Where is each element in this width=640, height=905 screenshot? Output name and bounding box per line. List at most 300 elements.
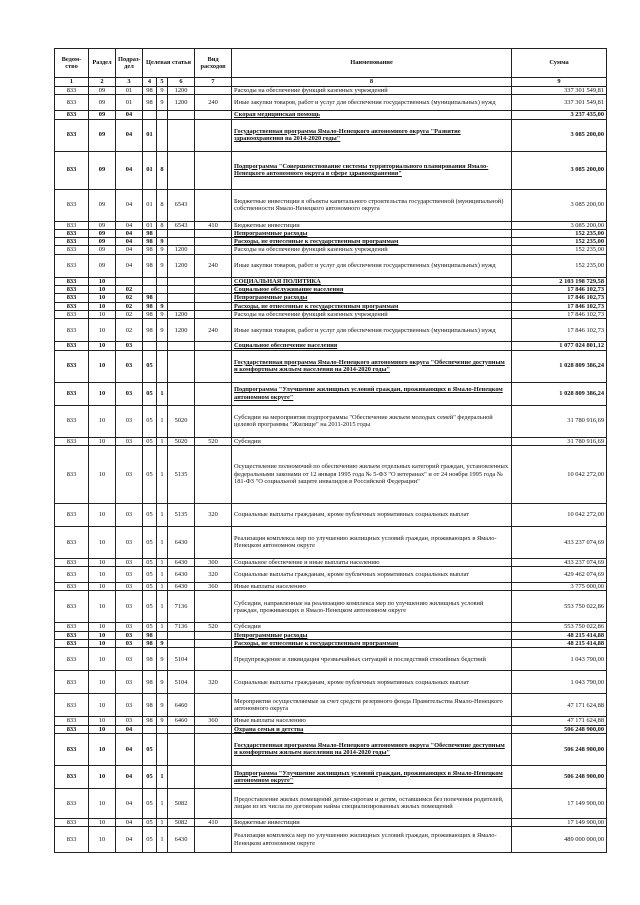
cell-vedomstvo: 833 (55, 567, 89, 583)
cell-podrazdel: 02 (116, 319, 143, 342)
cell-tselevaya-3: 7136 (168, 591, 195, 623)
cell-vid-raskhodov (195, 733, 232, 765)
cell-tselevaya-2 (157, 111, 168, 119)
cell-tselevaya-2: 9 (157, 238, 168, 246)
table-row (55, 189, 607, 221)
cell-tselevaya-2: 1 (157, 405, 168, 437)
cell-razdel: 10 (89, 286, 116, 294)
cell-razdel: 10 (89, 671, 116, 694)
cell-tselevaya-3 (168, 286, 195, 294)
cell-razdel: 09 (89, 87, 116, 95)
cell-vedomstvo: 833 (55, 229, 89, 237)
cell-summa: 17 149 900,00 (512, 788, 607, 818)
cell-summa: 1 043 790,00 (512, 648, 607, 671)
table-row (55, 319, 607, 342)
table-row (55, 788, 607, 818)
cell-tselevaya-2: 1 (157, 765, 168, 788)
table-row (55, 151, 607, 189)
cell-vid-raskhodov (195, 294, 232, 302)
cell-vedomstvo: 833 (55, 631, 89, 639)
cell-vedomstvo: 833 (55, 445, 89, 503)
cell-summa: 553 750 022,86 (512, 591, 607, 623)
cell-naimenovanie: Государственная программа Ямало-Ненецкого автономного округа "Обеспечение доступным и комфортным жильем населения на 2014-2020 годы" (232, 350, 512, 382)
cell-tselevaya-1: 98 (143, 319, 157, 342)
cell-vedomstvo: 833 (55, 277, 89, 285)
cell-naimenovanie: Непрограммные расходы (232, 294, 512, 302)
cell-summa: 2 103 198 729,58 (512, 277, 607, 285)
cell-razdel: 10 (89, 694, 116, 717)
table-row (55, 246, 607, 254)
cell-vedomstvo: 833 (55, 238, 89, 246)
table-row (55, 827, 607, 853)
cell-vedomstvo: 833 (55, 437, 89, 445)
cell-vid-raskhodov (195, 350, 232, 382)
cell-naimenovanie: Подпрограмма "Улучшение жилищных условий граждан, проживающих в Ямало-Ненецком автономном округе" (232, 382, 512, 405)
cell-naimenovanie: Расходы на обеспечение функций казенных учреждений (232, 310, 512, 318)
cell-podrazdel: 03 (116, 694, 143, 717)
cell-tselevaya-3 (168, 151, 195, 189)
cell-naimenovanie: Субсидии (232, 437, 512, 445)
cell-tselevaya-3 (168, 229, 195, 237)
cell-vedomstvo: 833 (55, 246, 89, 254)
cell-vid-raskhodov: 520 (195, 437, 232, 445)
cell-vid-raskhodov (195, 788, 232, 818)
cell-naimenovanie: Социальные выплаты гражданам, кроме публичных нормативных социальных выплат (232, 503, 512, 526)
cell-vid-raskhodov: 360 (195, 583, 232, 591)
cell-summa: 3 775 000,00 (512, 583, 607, 591)
table-row (55, 583, 607, 591)
cell-vedomstvo: 833 (55, 286, 89, 294)
cell-podrazdel: 04 (116, 111, 143, 119)
cell-naimenovanie: Иные закупки товаров, работ и услуг для обеспечения государственных (муниципальных) нужд (232, 319, 512, 342)
cell-podrazdel: 03 (116, 382, 143, 405)
cell-podrazdel: 03 (116, 342, 143, 350)
cell-tselevaya-2: 1 (157, 437, 168, 445)
cell-naimenovanie: Расходы, не отнесенные к государственным программам (232, 302, 512, 310)
table-row (55, 733, 607, 765)
cell-razdel: 10 (89, 445, 116, 503)
cell-tselevaya-3: 1200 (168, 246, 195, 254)
cell-tselevaya-2: 9 (157, 648, 168, 671)
cell-vid-raskhodov: 410 (195, 818, 232, 826)
cell-naimenovanie: Мероприятия осуществляемые за счет средств резервного фонда Правительства Ямало-Ненецкого автономного округа (232, 694, 512, 717)
table-row (55, 437, 607, 445)
cell-summa: 3 085 200,00 (512, 119, 607, 151)
cell-vedomstvo: 833 (55, 788, 89, 818)
cell-tselevaya-1: 05 (143, 503, 157, 526)
cell-vedomstvo: 833 (55, 221, 89, 229)
cell-naimenovanie: Бюджетные инвестиции (232, 818, 512, 826)
cell-tselevaya-3: 5020 (168, 405, 195, 437)
column-number: 8 (232, 78, 512, 87)
cell-razdel: 10 (89, 310, 116, 318)
cell-podrazdel: 03 (116, 623, 143, 631)
cell-tselevaya-1 (143, 277, 157, 285)
header-naimenovanie: Наименование (232, 49, 512, 78)
cell-tselevaya-2: 9 (157, 671, 168, 694)
cell-tselevaya-2: 9 (157, 87, 168, 95)
cell-podrazdel: 03 (116, 526, 143, 558)
cell-tselevaya-1 (143, 342, 157, 350)
cell-tselevaya-3: 5082 (168, 788, 195, 818)
cell-tselevaya-2: 9 (157, 246, 168, 254)
cell-tselevaya-2: 1 (157, 827, 168, 853)
cell-tselevaya-2: 1 (157, 503, 168, 526)
table-row (55, 119, 607, 151)
cell-summa: 152 235,00 (512, 246, 607, 254)
cell-podrazdel: 03 (116, 591, 143, 623)
cell-razdel: 10 (89, 623, 116, 631)
table-row (55, 717, 607, 725)
cell-summa: 337 301 549,81 (512, 87, 607, 95)
cell-vid-raskhodov (195, 151, 232, 189)
cell-vid-raskhodov: 300 (195, 558, 232, 566)
cell-razdel: 10 (89, 302, 116, 310)
cell-tselevaya-2 (157, 119, 168, 151)
cell-tselevaya-3 (168, 733, 195, 765)
cell-tselevaya-2: 8 (157, 151, 168, 189)
cell-tselevaya-1: 05 (143, 558, 157, 566)
cell-tselevaya-1: 98 (143, 294, 157, 302)
cell-tselevaya-1: 98 (143, 717, 157, 725)
cell-tselevaya-3: 6430 (168, 558, 195, 566)
cell-tselevaya-1 (143, 111, 157, 119)
cell-naimenovanie: Социальное обслуживание населения (232, 286, 512, 294)
cell-naimenovanie: Субсидии, направленные на реализацию комплекса мер по улучшению жилищных условий граждан, проживающих в Ямало-Ненецком автономном округе (232, 591, 512, 623)
cell-tselevaya-3 (168, 765, 195, 788)
cell-tselevaya-3: 6460 (168, 717, 195, 725)
cell-tselevaya-1: 05 (143, 765, 157, 788)
cell-summa: 17 846 102,73 (512, 319, 607, 342)
table-row (55, 302, 607, 310)
cell-tselevaya-3 (168, 350, 195, 382)
cell-tselevaya-2 (157, 733, 168, 765)
table-row (55, 254, 607, 277)
cell-vedomstvo: 833 (55, 648, 89, 671)
cell-tselevaya-3 (168, 631, 195, 639)
cell-tselevaya-2: 9 (157, 694, 168, 717)
cell-podrazdel: 02 (116, 310, 143, 318)
table-row (55, 229, 607, 237)
cell-summa: 553 750 022,86 (512, 623, 607, 631)
cell-vid-raskhodov (195, 246, 232, 254)
cell-vedomstvo: 833 (55, 765, 89, 788)
cell-vid-raskhodov (195, 286, 232, 294)
cell-tselevaya-3: 1200 (168, 319, 195, 342)
cell-razdel: 10 (89, 640, 116, 648)
cell-vid-raskhodov (195, 405, 232, 437)
cell-summa: 506 248 900,00 (512, 765, 607, 788)
cell-vedomstvo: 833 (55, 87, 89, 95)
cell-tselevaya-2 (157, 229, 168, 237)
cell-vedomstvo: 833 (55, 526, 89, 558)
cell-tselevaya-3: 1200 (168, 95, 195, 111)
cell-tselevaya-2 (157, 631, 168, 639)
cell-vid-raskhodov: 320 (195, 567, 232, 583)
cell-tselevaya-3: 6430 (168, 567, 195, 583)
cell-vedomstvo: 833 (55, 623, 89, 631)
table-row (55, 558, 607, 566)
cell-vid-raskhodov: 320 (195, 671, 232, 694)
cell-summa: 3 085 200,00 (512, 151, 607, 189)
cell-naimenovanie: Скорая медицинская помощь (232, 111, 512, 119)
cell-podrazdel: 04 (116, 119, 143, 151)
table-row (55, 694, 607, 717)
cell-tselevaya-2: 9 (157, 310, 168, 318)
cell-naimenovanie: Иные выплаты населению (232, 583, 512, 591)
cell-tselevaya-3: 6543 (168, 221, 195, 229)
cell-naimenovanie: Предупреждение и ликвидация чрезвычайных ситуаций и последствий стихийных бедствий (232, 648, 512, 671)
cell-vedomstvo: 833 (55, 583, 89, 591)
cell-vid-raskhodov: 240 (195, 319, 232, 342)
cell-tselevaya-2: 1 (157, 591, 168, 623)
cell-podrazdel: 04 (116, 788, 143, 818)
table-row (55, 591, 607, 623)
cell-tselevaya-3 (168, 111, 195, 119)
cell-vid-raskhodov: 320 (195, 503, 232, 526)
header-vid-raskhodov: Вид расходов (195, 49, 232, 78)
cell-naimenovanie: Предоставление жилых помещений детям-сиротам и детям, оставшимся без попечения родителей, лицам из их числа по договорам найма специализированных жилых помещений (232, 788, 512, 818)
cell-vid-raskhodov (195, 382, 232, 405)
table-row (55, 640, 607, 648)
cell-summa: 429 462 074,69 (512, 567, 607, 583)
cell-razdel: 10 (89, 342, 116, 350)
cell-vedomstvo: 833 (55, 151, 89, 189)
cell-naimenovanie: Бюджетные инвестиции в объекты капитального строительства государственной (муниципальной) собственности Ямало-Ненецкого автономного округа (232, 189, 512, 221)
table-row (55, 382, 607, 405)
cell-tselevaya-2: 8 (157, 189, 168, 221)
cell-summa: 48 215 414,88 (512, 640, 607, 648)
cell-tselevaya-1: 05 (143, 405, 157, 437)
cell-tselevaya-3 (168, 302, 195, 310)
table-row (55, 648, 607, 671)
cell-naimenovanie: Расходы, не отнесенные к государственным программам (232, 238, 512, 246)
cell-tselevaya-2: 9 (157, 640, 168, 648)
cell-vedomstvo: 833 (55, 717, 89, 725)
cell-tselevaya-1: 98 (143, 648, 157, 671)
cell-tselevaya-1: 05 (143, 788, 157, 818)
cell-vid-raskhodov (195, 302, 232, 310)
cell-podrazdel: 01 (116, 95, 143, 111)
cell-vedomstvo: 833 (55, 818, 89, 826)
cell-tselevaya-2 (157, 294, 168, 302)
cell-vedomstvo: 833 (55, 350, 89, 382)
cell-tselevaya-3: 5082 (168, 818, 195, 826)
table-row (55, 294, 607, 302)
cell-razdel: 10 (89, 558, 116, 566)
cell-tselevaya-3: 5104 (168, 671, 195, 694)
cell-summa: 3 085 200,00 (512, 221, 607, 229)
cell-razdel: 09 (89, 254, 116, 277)
cell-razdel: 10 (89, 818, 116, 826)
cell-razdel: 10 (89, 350, 116, 382)
cell-vedomstvo: 833 (55, 733, 89, 765)
cell-naimenovanie: Подпрограмма "Совершенствование системы территориального планирования Ямало-Ненецкого автономного округа в сфере здравоохранения" (232, 151, 512, 189)
cell-tselevaya-1: 05 (143, 437, 157, 445)
cell-summa: 433 237 074,69 (512, 526, 607, 558)
cell-vid-raskhodov (195, 87, 232, 95)
cell-podrazdel: 04 (116, 254, 143, 277)
cell-razdel: 09 (89, 119, 116, 151)
cell-tselevaya-2: 8 (157, 221, 168, 229)
cell-razdel: 10 (89, 382, 116, 405)
cell-razdel: 09 (89, 151, 116, 189)
cell-tselevaya-3: 5135 (168, 445, 195, 503)
cell-naimenovanie: Подпрограмма "Улучшение жилищных условий граждан, проживающих в Ямало-Ненецком автономном округе" (232, 765, 512, 788)
cell-podrazdel: 03 (116, 631, 143, 639)
cell-razdel: 09 (89, 95, 116, 111)
cell-tselevaya-1: 01 (143, 189, 157, 221)
cell-naimenovanie: Расходы на обеспечение функций казенных учреждений (232, 87, 512, 95)
table-row (55, 277, 607, 285)
cell-podrazdel: 04 (116, 818, 143, 826)
cell-vedomstvo: 833 (55, 558, 89, 566)
cell-summa: 31 780 916,69 (512, 437, 607, 445)
cell-tselevaya-1: 05 (143, 818, 157, 826)
cell-naimenovanie: Бюджетные инвестиции (232, 221, 512, 229)
header-razdel: Раздел (89, 49, 116, 78)
cell-summa: 47 171 624,88 (512, 694, 607, 717)
table-row (55, 567, 607, 583)
cell-summa: 47 171 624,88 (512, 717, 607, 725)
cell-tselevaya-1 (143, 725, 157, 733)
table-row (55, 286, 607, 294)
column-number: 9 (512, 78, 607, 87)
cell-vid-raskhodov (195, 111, 232, 119)
cell-podrazdel: 04 (116, 151, 143, 189)
cell-razdel: 10 (89, 827, 116, 853)
cell-naimenovanie: Расходы на обеспечение функций казенных учреждений (232, 246, 512, 254)
header-podrazdel: Подраз-дел (116, 49, 143, 78)
cell-vid-raskhodov (195, 445, 232, 503)
cell-naimenovanie: Социальные выплаты гражданам, кроме публичных нормативных социальных выплат (232, 567, 512, 583)
cell-tselevaya-2: 1 (157, 567, 168, 583)
cell-razdel: 10 (89, 319, 116, 342)
cell-razdel: 09 (89, 229, 116, 237)
cell-tselevaya-2 (157, 342, 168, 350)
cell-summa: 48 215 414,88 (512, 631, 607, 639)
cell-naimenovanie: Социальные выплаты гражданам, кроме публичных нормативных социальных выплат (232, 671, 512, 694)
cell-tselevaya-3 (168, 277, 195, 285)
cell-naimenovanie: Осуществление полномочий по обеспечению жильем отдельных категорий граждан, установленных федеральными законами от 12 января 1995 года № 5-ФЗ "О ветеранах" и от 24 ноября 1995 года № 181-ФЗ "О социальной защите инвалидов в Российской Федерации" (232, 445, 512, 503)
cell-naimenovanie: Государственная программа Ямало-Ненецкого автономного округа "Обеспечение доступным и комфортным жильем населения на 2014-2020 годы" (232, 733, 512, 765)
cell-podrazdel: 04 (116, 733, 143, 765)
cell-tselevaya-3: 1200 (168, 254, 195, 277)
header-summa: Сумма (512, 49, 607, 78)
cell-tselevaya-3: 6543 (168, 189, 195, 221)
cell-tselevaya-1: 05 (143, 526, 157, 558)
table-row (55, 221, 607, 229)
cell-tselevaya-1: 98 (143, 631, 157, 639)
column-number: 6 (168, 78, 195, 87)
cell-tselevaya-2: 1 (157, 623, 168, 631)
cell-vedomstvo: 833 (55, 694, 89, 717)
cell-tselevaya-3 (168, 294, 195, 302)
cell-tselevaya-3: 5135 (168, 503, 195, 526)
cell-tselevaya-1: 98 (143, 254, 157, 277)
cell-vedomstvo: 833 (55, 827, 89, 853)
cell-tselevaya-1: 01 (143, 119, 157, 151)
cell-tselevaya-3 (168, 382, 195, 405)
cell-vid-raskhodov: 410 (195, 221, 232, 229)
cell-summa: 31 780 916,69 (512, 405, 607, 437)
cell-summa: 433 237 074,69 (512, 558, 607, 566)
cell-podrazdel: 04 (116, 827, 143, 853)
cell-podrazdel: 03 (116, 717, 143, 725)
cell-podrazdel: 03 (116, 640, 143, 648)
cell-vedomstvo: 833 (55, 503, 89, 526)
cell-tselevaya-2: 9 (157, 95, 168, 111)
cell-tselevaya-3 (168, 238, 195, 246)
cell-tselevaya-1: 05 (143, 591, 157, 623)
cell-vedomstvo: 833 (55, 119, 89, 151)
cell-razdel: 10 (89, 294, 116, 302)
cell-podrazdel (116, 277, 143, 285)
cell-naimenovanie: Реализация комплекса мер по улучшению жилищных условий граждан, проживающих в Ямало-Ненецком автономном округе (232, 526, 512, 558)
cell-naimenovanie: Социальное обеспечение и иные выплаты населению (232, 558, 512, 566)
cell-tselevaya-2: 1 (157, 526, 168, 558)
cell-tselevaya-1: 98 (143, 694, 157, 717)
cell-tselevaya-1: 01 (143, 221, 157, 229)
table-row (55, 526, 607, 558)
cell-vedomstvo: 833 (55, 342, 89, 350)
cell-razdel: 09 (89, 189, 116, 221)
table-row (55, 765, 607, 788)
table-row (55, 87, 607, 95)
cell-razdel: 10 (89, 437, 116, 445)
cell-vid-raskhodov (195, 631, 232, 639)
cell-summa: 3 085 200,00 (512, 189, 607, 221)
cell-razdel: 09 (89, 238, 116, 246)
cell-tselevaya-1 (143, 286, 157, 294)
cell-podrazdel: 04 (116, 725, 143, 733)
cell-summa: 152 235,00 (512, 238, 607, 246)
cell-tselevaya-2: 1 (157, 445, 168, 503)
cell-tselevaya-2: 9 (157, 717, 168, 725)
cell-razdel: 10 (89, 725, 116, 733)
cell-tselevaya-2: 1 (157, 788, 168, 818)
cell-tselevaya-1: 98 (143, 229, 157, 237)
cell-podrazdel: 04 (116, 765, 143, 788)
cell-vedomstvo: 833 (55, 640, 89, 648)
cell-summa: 17 846 102,73 (512, 302, 607, 310)
budget-table-page (54, 48, 606, 853)
cell-summa: 1 028 809 386,24 (512, 350, 607, 382)
cell-summa: 489 000 000,00 (512, 827, 607, 853)
cell-razdel: 10 (89, 631, 116, 639)
cell-razdel: 10 (89, 648, 116, 671)
cell-naimenovanie: Социальное обеспечение населения (232, 342, 512, 350)
cell-tselevaya-1: 98 (143, 302, 157, 310)
cell-summa: 152 235,00 (512, 229, 607, 237)
cell-razdel: 10 (89, 567, 116, 583)
cell-podrazdel: 02 (116, 294, 143, 302)
cell-podrazdel: 04 (116, 221, 143, 229)
table-row (55, 818, 607, 826)
column-number: 4 (143, 78, 157, 87)
cell-tselevaya-1: 98 (143, 238, 157, 246)
cell-naimenovanie: Реализация комплекса мер по улучшению жилищных условий граждан, проживающих в Ямало-Ненецком автономном округе (232, 827, 512, 853)
cell-summa: 10 042 272,00 (512, 503, 607, 526)
cell-razdel: 10 (89, 583, 116, 591)
cell-tselevaya-3: 5104 (168, 648, 195, 671)
cell-naimenovanie: Государственная программа Ямало-Ненецкого автономного округа "Развитие здравоохранения на 2014-2020 годы" (232, 119, 512, 151)
cell-podrazdel: 03 (116, 648, 143, 671)
cell-podrazdel: 03 (116, 503, 143, 526)
table-row (55, 631, 607, 639)
column-number-row (55, 78, 607, 87)
cell-vedomstvo: 833 (55, 382, 89, 405)
